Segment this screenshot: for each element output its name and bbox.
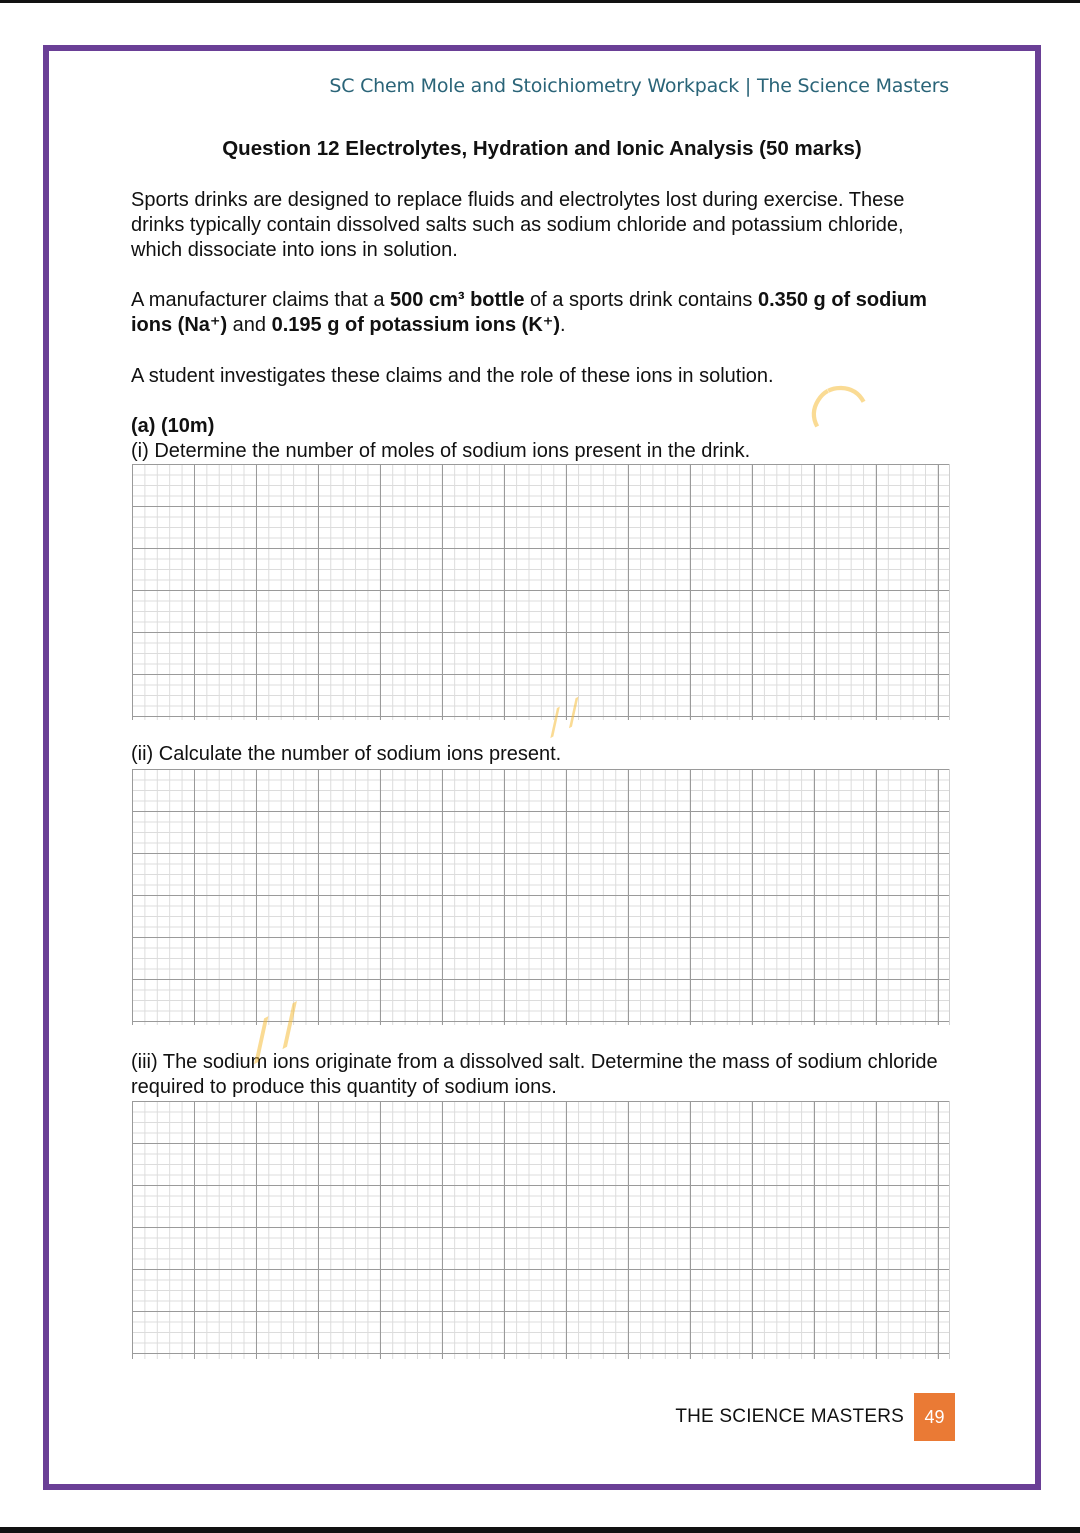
top-edge-rule	[0, 0, 1080, 3]
claim-end: .	[560, 314, 566, 336]
answer-grid-i[interactable]	[132, 464, 950, 720]
running-header: SC Chem Mole and Stoichiometry Workpack | The Science Masters	[329, 75, 949, 97]
page-footer	[675, 1393, 955, 1441]
watermark-mark: ⟋⟋	[538, 693, 592, 744]
page-frame	[43, 45, 1041, 1490]
claim-potassium: 0.195 g of potassium ions (K⁺)	[271, 314, 560, 336]
investigation-paragraph: A student investigates these claims and the role of these ions in solution.	[131, 365, 774, 387]
subquestion-iii: (iii) The sodium ions originate from a dissolved salt. Determine the mass of sodium chloride required to produce this quantity of sodium ions.	[131, 1051, 938, 1098]
answer-grid-ii[interactable]	[132, 769, 950, 1025]
claim-sodium: 0.350 g of sodium ions (Na⁺)	[131, 289, 927, 336]
answer-grid-iii[interactable]	[132, 1101, 950, 1359]
claim-prefix: A manufacturer claims that a	[131, 289, 391, 311]
claim-and: and	[227, 314, 272, 336]
claim-middle: of a sports drink contains	[524, 289, 758, 311]
watermark-mark: ◜◝	[792, 357, 884, 461]
watermark-mark: ⟋⟋	[234, 994, 317, 1073]
subquestion-ii: (ii) Calculate the number of sodium ions present.	[131, 743, 562, 765]
part-a-label: (a) (10m)	[131, 415, 215, 437]
claim-volume: 500 cm³ bottle	[390, 289, 525, 311]
question-title: Question 12 Electrolytes, Hydration and Ionic Analysis (50 marks)	[222, 137, 862, 160]
page-number-badge: 49	[914, 1393, 955, 1441]
claim-paragraph	[131, 288, 951, 338]
bottom-edge-rule	[0, 1527, 1080, 1533]
footer-brand: THE SCIENCE MASTERS	[675, 1406, 904, 1427]
intro-paragraph: Sports drinks are designed to replace fluids and electrolytes lost during exercise. These drinks typically contain dissolved salts such as sodium chloride and potassium chloride, which dissociate into ions in solution.	[131, 189, 905, 261]
subquestion-i: (i) Determine the number of moles of sodium ions present in the drink.	[131, 440, 751, 462]
